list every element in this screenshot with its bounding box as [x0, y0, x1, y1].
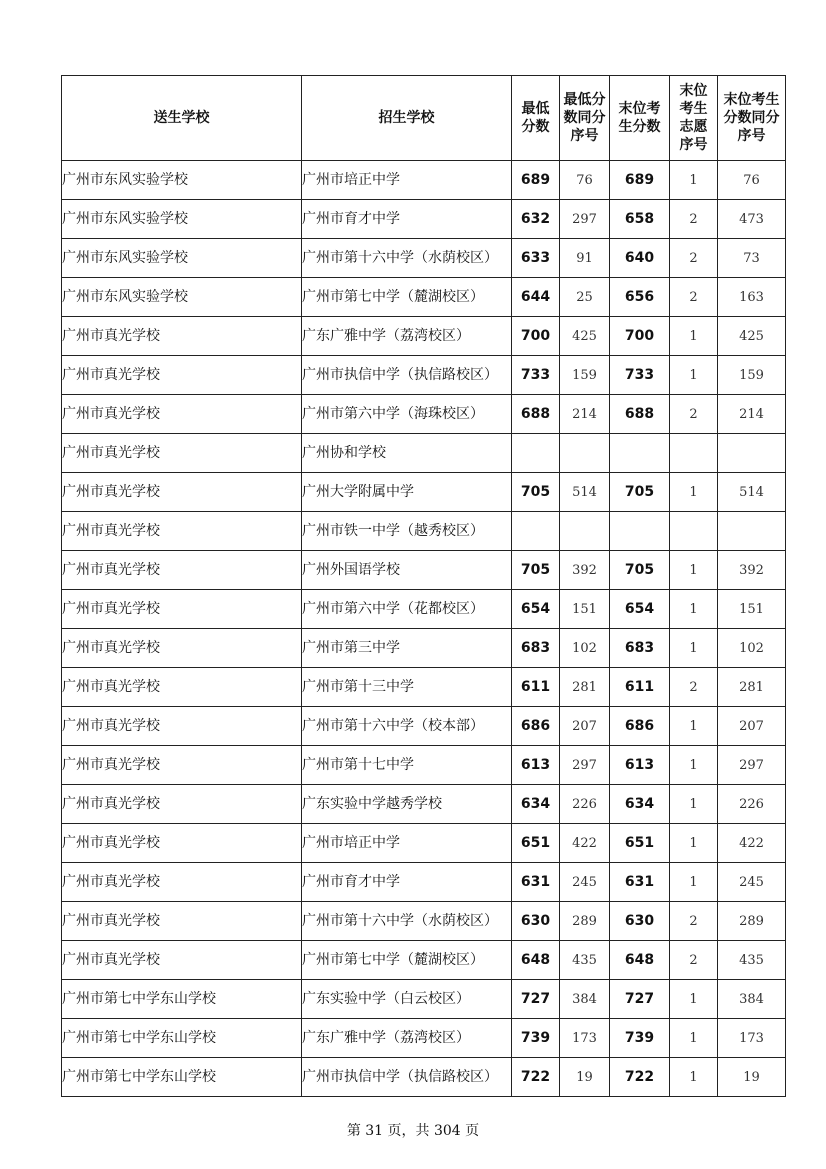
table-row	[62, 395, 786, 434]
sending-school-cell: 广州市真光学校	[62, 395, 302, 434]
sending-school-cell: 广州市第七中学东山学校	[62, 1019, 302, 1058]
admitting-school-cell: 广州市第十七中学	[302, 746, 512, 785]
min-score-rank-cell	[560, 512, 610, 551]
table-row	[62, 980, 786, 1019]
last-score-rank-cell: 245	[718, 863, 786, 902]
min-score-cell: 648	[512, 941, 560, 980]
sending-school-cell: 广州市真光学校	[62, 863, 302, 902]
header-admitting-school: 招生学校	[302, 76, 512, 161]
min-score-rank-cell: 91	[560, 239, 610, 278]
admission-score-table	[61, 75, 786, 1097]
last-score-rank-cell: 435	[718, 941, 786, 980]
min-score-cell: 630	[512, 902, 560, 941]
last-choice-cell: 1	[670, 746, 718, 785]
last-score-cell: 686	[610, 707, 670, 746]
last-score-rank-cell: 384	[718, 980, 786, 1019]
min-score-cell: 631	[512, 863, 560, 902]
sending-school-cell: 广州市真光学校	[62, 902, 302, 941]
sending-school-cell: 广州市东风实验学校	[62, 161, 302, 200]
last-choice-cell	[670, 512, 718, 551]
min-score-cell: 644	[512, 278, 560, 317]
min-score-rank-cell: 151	[560, 590, 610, 629]
last-score-rank-cell: 163	[718, 278, 786, 317]
min-score-cell: 651	[512, 824, 560, 863]
min-score-cell: 739	[512, 1019, 560, 1058]
admitting-school-cell: 广州市第七中学（麓湖校区）	[302, 278, 512, 317]
header-sending-school: 送生学校	[62, 76, 302, 161]
min-score-cell	[512, 512, 560, 551]
sending-school-cell: 广州市真光学校	[62, 941, 302, 980]
sending-school-cell: 广州市真光学校	[62, 590, 302, 629]
table-row	[62, 941, 786, 980]
table-row	[62, 1058, 786, 1097]
min-score-rank-cell: 422	[560, 824, 610, 863]
min-score-rank-cell: 384	[560, 980, 610, 1019]
admitting-school-cell: 广东广雅中学（荔湾校区）	[302, 317, 512, 356]
admitting-school-cell: 广州市第六中学（海珠校区）	[302, 395, 512, 434]
table-row	[62, 161, 786, 200]
last-score-cell: 651	[610, 824, 670, 863]
last-score-cell: 634	[610, 785, 670, 824]
last-score-cell: 658	[610, 200, 670, 239]
admitting-school-cell: 广州市培正中学	[302, 824, 512, 863]
last-choice-cell: 1	[670, 317, 718, 356]
admitting-school-cell: 广州市铁一中学（越秀校区）	[302, 512, 512, 551]
admitting-school-cell: 广州市育才中学	[302, 863, 512, 902]
min-score-cell: 727	[512, 980, 560, 1019]
sending-school-cell: 广州市真光学校	[62, 746, 302, 785]
sending-school-cell: 广州市真光学校	[62, 317, 302, 356]
last-choice-cell: 1	[670, 980, 718, 1019]
last-score-rank-cell	[718, 512, 786, 551]
min-score-cell: 689	[512, 161, 560, 200]
table-row	[62, 668, 786, 707]
sending-school-cell: 广州市真光学校	[62, 512, 302, 551]
min-score-cell: 688	[512, 395, 560, 434]
header-min-score: 最低 分数	[512, 76, 560, 161]
min-score-rank-cell: 19	[560, 1058, 610, 1097]
admitting-school-cell: 广东广雅中学（荔湾校区）	[302, 1019, 512, 1058]
last-choice-cell: 1	[670, 863, 718, 902]
admitting-school-cell: 广州市执信中学（执信路校区）	[302, 356, 512, 395]
sending-school-cell: 广州市真光学校	[62, 629, 302, 668]
min-score-rank-cell: 392	[560, 551, 610, 590]
admitting-school-cell: 广州市第十六中学（校本部）	[302, 707, 512, 746]
last-choice-cell: 1	[670, 1058, 718, 1097]
last-score-cell: 683	[610, 629, 670, 668]
page-number-footer: 第 31 页，共 304 页	[346, 1123, 480, 1139]
min-score-rank-cell: 297	[560, 200, 610, 239]
last-score-cell: 733	[610, 356, 670, 395]
table-row	[62, 824, 786, 863]
last-choice-cell: 2	[670, 200, 718, 239]
table-row	[62, 434, 786, 473]
min-score-cell: 632	[512, 200, 560, 239]
last-score-cell: 631	[610, 863, 670, 902]
last-score-cell: 739	[610, 1019, 670, 1058]
last-score-rank-cell: 392	[718, 551, 786, 590]
table-header-row	[62, 76, 786, 161]
table-row	[62, 473, 786, 512]
last-choice-cell: 2	[670, 941, 718, 980]
table-row	[62, 512, 786, 551]
last-choice-cell: 1	[670, 785, 718, 824]
last-score-rank-cell: 289	[718, 902, 786, 941]
table-row	[62, 551, 786, 590]
last-choice-cell: 1	[670, 1019, 718, 1058]
min-score-cell: 705	[512, 473, 560, 512]
min-score-rank-cell: 435	[560, 941, 610, 980]
admitting-school-cell: 广州市第六中学（花都校区）	[302, 590, 512, 629]
admitting-school-cell: 广州市第七中学（麓湖校区）	[302, 941, 512, 980]
table-row	[62, 1019, 786, 1058]
table-row	[62, 863, 786, 902]
last-score-cell: 688	[610, 395, 670, 434]
sending-school-cell: 广州市东风实验学校	[62, 239, 302, 278]
last-score-rank-cell: 473	[718, 200, 786, 239]
last-score-rank-cell: 73	[718, 239, 786, 278]
last-score-rank-cell: 76	[718, 161, 786, 200]
last-score-rank-cell: 425	[718, 317, 786, 356]
sending-school-cell: 广州市真光学校	[62, 824, 302, 863]
min-score-cell: 705	[512, 551, 560, 590]
sending-school-cell: 广州市真光学校	[62, 551, 302, 590]
sending-school-cell: 广州市真光学校	[62, 356, 302, 395]
table-row	[62, 707, 786, 746]
last-score-cell: 705	[610, 473, 670, 512]
admitting-school-cell: 广州大学附属中学	[302, 473, 512, 512]
min-score-rank-cell: 76	[560, 161, 610, 200]
last-score-cell: 630	[610, 902, 670, 941]
last-score-rank-cell: 102	[718, 629, 786, 668]
sending-school-cell: 广州市第七中学东山学校	[62, 1058, 302, 1097]
last-choice-cell	[670, 434, 718, 473]
min-score-rank-cell: 425	[560, 317, 610, 356]
table-row	[62, 317, 786, 356]
last-score-cell: 722	[610, 1058, 670, 1097]
sending-school-cell: 广州市真光学校	[62, 785, 302, 824]
last-choice-cell: 1	[670, 629, 718, 668]
last-score-rank-cell: 214	[718, 395, 786, 434]
admitting-school-cell: 广州市育才中学	[302, 200, 512, 239]
min-score-rank-cell: 207	[560, 707, 610, 746]
admitting-school-cell: 广东实验中学越秀学校	[302, 785, 512, 824]
min-score-rank-cell: 289	[560, 902, 610, 941]
last-score-rank-cell: 422	[718, 824, 786, 863]
admitting-school-cell: 广州市第十六中学（水荫校区）	[302, 239, 512, 278]
min-score-rank-cell: 102	[560, 629, 610, 668]
sending-school-cell: 广州市真光学校	[62, 668, 302, 707]
last-choice-cell: 1	[670, 707, 718, 746]
header-last-score: 末位考 生分数	[610, 76, 670, 161]
min-score-rank-cell: 173	[560, 1019, 610, 1058]
last-score-cell: 640	[610, 239, 670, 278]
admitting-school-cell: 广州外国语学校	[302, 551, 512, 590]
last-score-cell: 654	[610, 590, 670, 629]
last-score-rank-cell	[718, 434, 786, 473]
min-score-cell: 722	[512, 1058, 560, 1097]
min-score-cell: 613	[512, 746, 560, 785]
table-row	[62, 239, 786, 278]
min-score-cell: 634	[512, 785, 560, 824]
last-choice-cell: 2	[670, 668, 718, 707]
table-row	[62, 200, 786, 239]
table-row	[62, 590, 786, 629]
admitting-school-cell: 广州市执信中学（执信路校区）	[302, 1058, 512, 1097]
last-score-cell: 613	[610, 746, 670, 785]
admitting-school-cell: 广州协和学校	[302, 434, 512, 473]
table-row	[62, 278, 786, 317]
last-score-cell: 648	[610, 941, 670, 980]
min-score-rank-cell: 214	[560, 395, 610, 434]
last-score-rank-cell: 514	[718, 473, 786, 512]
last-score-rank-cell: 297	[718, 746, 786, 785]
last-score-rank-cell: 151	[718, 590, 786, 629]
sending-school-cell: 广州市第七中学东山学校	[62, 980, 302, 1019]
last-choice-cell: 1	[670, 590, 718, 629]
last-score-cell: 656	[610, 278, 670, 317]
sending-school-cell: 广州市东风实验学校	[62, 278, 302, 317]
min-score-cell: 611	[512, 668, 560, 707]
sending-school-cell: 广州市真光学校	[62, 707, 302, 746]
last-score-rank-cell: 281	[718, 668, 786, 707]
min-score-cell	[512, 434, 560, 473]
min-score-rank-cell: 159	[560, 356, 610, 395]
last-score-cell	[610, 434, 670, 473]
min-score-cell: 654	[512, 590, 560, 629]
last-choice-cell: 1	[670, 161, 718, 200]
min-score-rank-cell: 297	[560, 746, 610, 785]
last-choice-cell: 2	[670, 278, 718, 317]
min-score-cell: 700	[512, 317, 560, 356]
last-choice-cell: 1	[670, 824, 718, 863]
table-row	[62, 629, 786, 668]
last-score-rank-cell: 159	[718, 356, 786, 395]
min-score-cell: 733	[512, 356, 560, 395]
table-row	[62, 746, 786, 785]
min-score-rank-cell: 25	[560, 278, 610, 317]
min-score-cell: 633	[512, 239, 560, 278]
last-score-cell: 611	[610, 668, 670, 707]
admitting-school-cell: 广东实验中学（白云校区）	[302, 980, 512, 1019]
last-choice-cell: 2	[670, 239, 718, 278]
min-score-rank-cell: 514	[560, 473, 610, 512]
header-min-score-rank: 最低分 数同分 序号	[560, 76, 610, 161]
last-score-cell: 689	[610, 161, 670, 200]
sending-school-cell: 广州市东风实验学校	[62, 200, 302, 239]
admitting-school-cell: 广州市第十六中学（水荫校区）	[302, 902, 512, 941]
table-row	[62, 356, 786, 395]
admitting-school-cell: 广州市第十三中学	[302, 668, 512, 707]
last-score-rank-cell: 207	[718, 707, 786, 746]
admitting-school-cell: 广州市培正中学	[302, 161, 512, 200]
last-score-cell	[610, 512, 670, 551]
last-choice-cell: 1	[670, 551, 718, 590]
last-score-cell: 727	[610, 980, 670, 1019]
min-score-rank-cell	[560, 434, 610, 473]
table-body	[62, 161, 786, 1097]
last-choice-cell: 2	[670, 902, 718, 941]
table-row	[62, 785, 786, 824]
last-score-rank-cell: 173	[718, 1019, 786, 1058]
last-choice-cell: 1	[670, 473, 718, 512]
last-choice-cell: 1	[670, 356, 718, 395]
last-choice-cell: 2	[670, 395, 718, 434]
admitting-school-cell: 广州市第三中学	[302, 629, 512, 668]
header-last-choice-no: 末位 考生 志愿 序号	[670, 76, 718, 161]
table-row	[62, 902, 786, 941]
min-score-cell: 683	[512, 629, 560, 668]
min-score-cell: 686	[512, 707, 560, 746]
header-last-score-rank: 末位考生 分数同分 序号	[718, 76, 786, 161]
last-score-cell: 705	[610, 551, 670, 590]
last-score-rank-cell: 226	[718, 785, 786, 824]
min-score-rank-cell: 226	[560, 785, 610, 824]
min-score-rank-cell: 245	[560, 863, 610, 902]
sending-school-cell: 广州市真光学校	[62, 434, 302, 473]
last-score-rank-cell: 19	[718, 1058, 786, 1097]
sending-school-cell: 广州市真光学校	[62, 473, 302, 512]
min-score-rank-cell: 281	[560, 668, 610, 707]
last-score-cell: 700	[610, 317, 670, 356]
